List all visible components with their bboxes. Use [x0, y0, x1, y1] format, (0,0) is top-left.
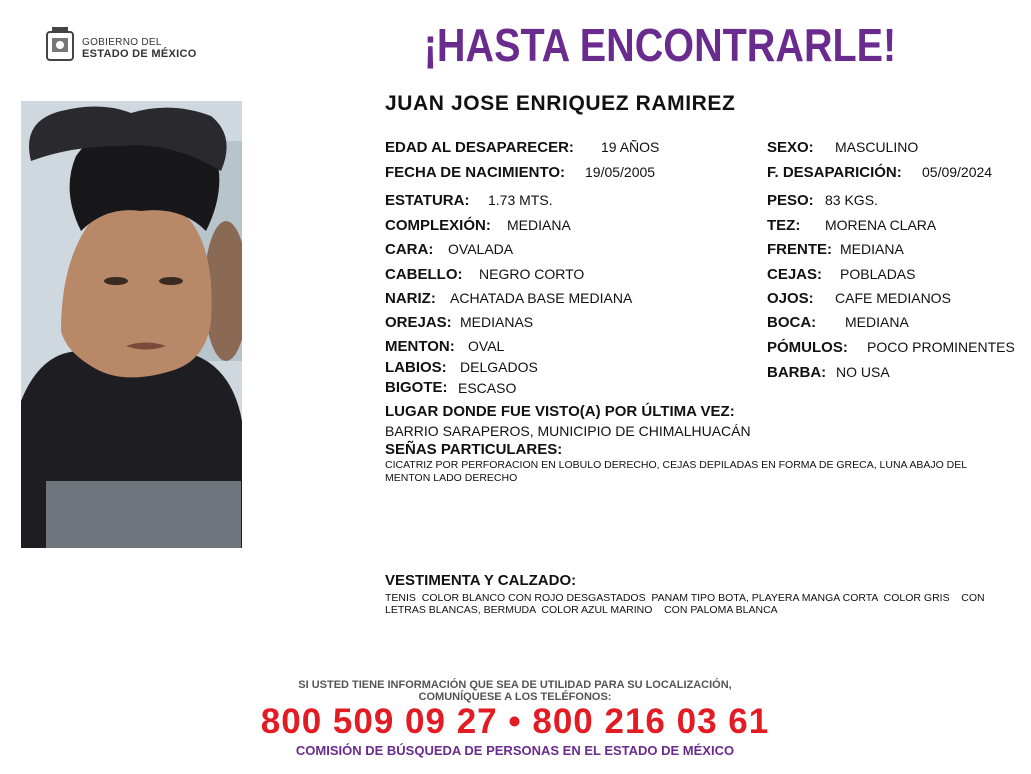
clothing-line-2: LETRAS BLANCAS, BERMUDA COLOR AZUL MARINO CON PALOMA BLANCA: [385, 604, 778, 616]
field-label-mouth: BOCA:: [767, 314, 817, 331]
footer-note-line-2: COMUNÍQUESE A LOS TELÉFONOS:: [418, 691, 612, 703]
particular-marks-label: SEÑAS PARTICULARES:: [385, 441, 563, 458]
state-government-logo: [42, 24, 212, 66]
field-value-cheekbones: POCO PROMINENTES: [867, 339, 1015, 355]
field-label-build: COMPLEXIÓN:: [385, 217, 491, 234]
field-value-age: 19 AÑOS: [601, 139, 660, 155]
field-label-cheekbones: PÓMULOS:: [767, 339, 848, 356]
field-value-sex: MASCULINO: [835, 139, 919, 155]
phone-number-1[interactable]: 800 509 09 27: [260, 702, 498, 741]
clothing-label: VESTIMENTA Y CALZADO:: [385, 572, 577, 589]
commission-name: COMISIÓN DE BÚSQUEDA DE PERSONAS EN EL ESTADO DE MÉXICO: [295, 743, 735, 758]
field-value-chin: OVAL: [468, 338, 505, 354]
field-label-disappearance-date: F. DESAPARICIÓN:: [767, 164, 902, 181]
person-name: JUAN JOSE ENRIQUEZ RAMIREZ: [385, 92, 736, 115]
field-label-face: CARA:: [385, 241, 434, 258]
footer-note-line-1: SI USTED TIENE INFORMACIÓN QUE SEA DE UTILIDAD PARA SU LOCALIZACIÓN,: [298, 679, 732, 691]
field-value-weight: 83 KGS.: [825, 192, 878, 208]
field-label-sex: SEXO:: [767, 139, 814, 156]
field-label-eyes: OJOS:: [767, 290, 814, 307]
field-value-eyebrows: POBLADAS: [840, 266, 916, 282]
field-value-hair: NEGRO CORTO: [479, 266, 585, 282]
phone-number-2[interactable]: 800 216 03 61: [532, 702, 770, 741]
person-photo: [21, 101, 242, 548]
field-label-eyebrows: CEJAS:: [767, 266, 823, 283]
field-label-birthdate: FECHA DE NACIMIENTO:: [385, 164, 565, 181]
logo-line-1: GOBIERNO DEL: [82, 37, 162, 48]
field-value-moustache: ESCASO: [458, 380, 517, 396]
field-label-complexion-tone: TEZ:: [767, 217, 801, 234]
field-label-hair: CABELLO:: [385, 266, 463, 283]
field-label-chin: MENTON:: [385, 338, 455, 355]
particular-marks-line-2: MENTON LADO DERECHO: [385, 472, 518, 484]
field-value-lips: DELGADOS: [460, 359, 538, 375]
clothing-line-1: TENIS COLOR BLANCO CON ROJO DESGASTADOS PANAM TIPO BOTA, PLAYERA MANGA CORTA COLOR GRIS CON: [385, 592, 985, 604]
field-value-mouth: MEDIANA: [845, 314, 909, 330]
logo-line-2: ESTADO DE MÉXICO: [82, 48, 197, 60]
field-label-beard: BARBA:: [767, 364, 827, 381]
particular-marks-line-1: CICATRIZ POR PERFORACION EN LOBULO DERECHO, CEJAS DEPILADAS EN FORMA DE GRECA, LUNA ABAJO DEL: [385, 459, 968, 471]
field-value-forehead: MEDIANA: [840, 241, 904, 257]
field-label-lips: LABIOS:: [385, 359, 447, 376]
field-label-weight: PESO:: [767, 192, 814, 209]
field-value-nose: ACHATADA BASE MEDIANA: [450, 290, 633, 306]
field-label-age: EDAD AL DESAPARECER:: [385, 139, 574, 156]
field-value-face: OVALADA: [448, 241, 514, 257]
headline: ¡HASTA ENCONTRARLE!: [423, 19, 897, 71]
field-label-height: ESTATURA:: [385, 192, 470, 209]
field-value-build: MEDIANA: [507, 217, 571, 233]
field-value-eyes: CAFE MEDIANOS: [835, 290, 951, 306]
phone-numbers: [215, 702, 815, 742]
field-label-forehead: FRENTE:: [767, 241, 832, 258]
state-seal-icon: [45, 26, 75, 62]
phone-separator: •: [508, 702, 522, 741]
field-value-height: 1.73 MTS.: [488, 192, 553, 208]
last-seen-label: LUGAR DONDE FUE VISTO(A) POR ÚLTIMA VEZ:: [385, 403, 735, 420]
field-value-birthdate: 19/05/2005: [585, 164, 656, 180]
field-value-complexion-tone: MORENA CLARA: [825, 217, 937, 233]
field-label-nose: NARIZ:: [385, 290, 436, 307]
field-value-ears: MEDIANAS: [460, 314, 534, 330]
field-value-beard: NO USA: [836, 364, 890, 380]
last-seen-value: BARRIO SARAPEROS, MUNICIPIO DE CHIMALHUACÁN: [385, 423, 751, 439]
field-label-moustache: BIGOTE:: [385, 379, 448, 396]
field-value-disappearance-date: 05/09/2024: [922, 164, 993, 180]
field-label-ears: OREJAS:: [385, 314, 452, 331]
